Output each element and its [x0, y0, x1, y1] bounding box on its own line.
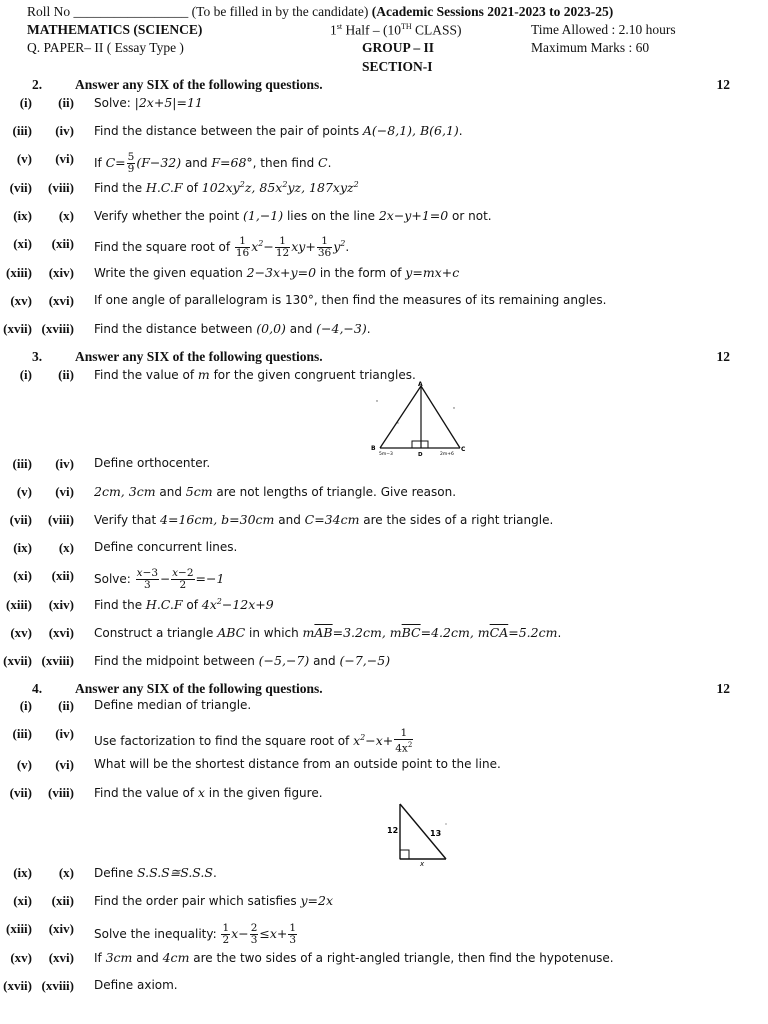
label-c: C: [461, 446, 466, 453]
item-text: Find the distance between the pair of points A(−8,1), B(6,1).: [94, 123, 463, 138]
item-label-b: (vi): [55, 484, 74, 499]
item-text: Find the midpoint between (−5,−7) and (−7,−5): [94, 653, 391, 668]
item-label-a: (xv): [10, 950, 32, 965]
item-label-b: (x): [58, 865, 74, 880]
item-label-b: (ii): [58, 367, 74, 382]
paper-type: Q. PAPER– II ( Essay Type ): [27, 40, 184, 55]
label-12: 12: [387, 826, 399, 835]
q4-item-9: [0, 978, 768, 998]
half-sup: st: [336, 22, 343, 31]
q2-item-7: [0, 265, 768, 285]
item-label-b: (xviii): [41, 321, 74, 336]
item-label-a: (v): [16, 757, 32, 772]
item-text: Find the H.C.F of $102xy^2z$, $85x^2yz$, 187xyz$^2$: [94, 180, 359, 196]
triangle-figure-1: [368, 378, 468, 458]
item-text: Verify whether the point (1,−1) lies on the line 2x−y+1=0 or not.: [94, 208, 492, 223]
sessions: (Academic Sessions 2021-2023 to 2023-25): [371, 4, 614, 19]
item-label-b: (xvi): [48, 950, 74, 965]
item-text: Solve the inequality: $\frac{1}{2}$ x− $\frac{2}{3}$ ≤x+ $\frac{1}{3}$: [94, 922, 297, 946]
q4-item-5: [0, 865, 768, 885]
item-text: What will be the shortest distance from an outside point to the line.: [94, 757, 501, 771]
item-text: Find the value of m for the given congruent triangles.: [94, 367, 416, 382]
time-allowed: Time Allowed : 2.10 hours: [531, 22, 676, 37]
item-label-b: (xviii): [41, 978, 74, 993]
item-label-b: (iv): [55, 726, 74, 741]
item-label-b: (xiv): [48, 597, 74, 612]
item-text: Find the value of x in the given figure.: [94, 785, 323, 800]
item-label-b: (xii): [51, 568, 74, 583]
item-text: Define concurrent lines.: [94, 540, 238, 554]
label-b: B: [371, 445, 376, 452]
half-mid: Half – (10: [342, 22, 401, 38]
item-label-a: (xv): [10, 625, 32, 640]
item-label-b: (viii): [48, 785, 74, 800]
half-post: CLASS): [411, 22, 462, 38]
item-label-b: (xiv): [48, 265, 74, 280]
half-class: [330, 22, 462, 39]
item-label-b: (x): [58, 208, 74, 223]
item-label-a: (xi): [13, 893, 32, 908]
right-angle-mark: [412, 441, 428, 448]
q2-item-4: [0, 180, 768, 200]
item-label-a: (iii): [12, 123, 32, 138]
item-label-a: (xv): [10, 293, 32, 308]
item-text: Solve: $\frac{x-3}{3}$ − $\frac{x-2}{2}$ =−1: [94, 567, 225, 591]
item-text: Define orthocenter.: [94, 456, 211, 470]
item-label-b: (viii): [48, 180, 74, 195]
q4-item-7: [0, 921, 768, 946]
q4-item-2: [0, 726, 768, 755]
item-text: Construct a triangle ABC in which $m\overline{AB}=3.2cm$, $m\overline{BC}=4.2cm$, $m\overline{CA}=5.2cm$.: [94, 625, 562, 640]
item-label-a: (iii): [12, 456, 32, 471]
question-instruction: Answer any SIX of the following questions.: [75, 77, 323, 92]
item-label-a: (i): [19, 95, 32, 110]
item-label-b: (xvi): [48, 625, 74, 640]
question-instruction: Answer any SIX of the following questions.: [75, 681, 323, 696]
item-text: Find the H.C.F of $4x^2-12x+9$: [94, 597, 274, 613]
item-label-b: (xviii): [41, 653, 74, 668]
item-label-a: (i): [19, 367, 32, 382]
item-label-a: (ix): [13, 208, 32, 223]
item-text: 2cm, 3cm and 5cm are not lengths of triangle. Give reason.: [94, 484, 457, 499]
q3-item-8: [0, 625, 768, 645]
item-text: Find the distance between (0,0) and (−4,−3).: [94, 321, 371, 336]
q4-item-6: [0, 893, 768, 913]
label-13: 13: [430, 829, 442, 838]
max-marks: Maximum Marks : 60: [531, 40, 650, 55]
q2-item-9: [0, 321, 768, 341]
item-label-a: (vii): [9, 785, 32, 800]
item-label-b: (viii): [48, 512, 74, 527]
item-label-b: (ii): [58, 698, 74, 713]
roll-no-label: Roll No: [27, 4, 71, 19]
group-label: GROUP – II: [362, 40, 435, 55]
item-text: Find the square root of $\frac{1}{16}$ $x^2-$ $\frac{1}{12}$ xy+ $\frac{1}{36}$ $y^2$.: [94, 235, 350, 259]
right-angle-mark: [400, 850, 409, 859]
item-label-a: (xvii): [3, 321, 32, 336]
question-4-header: [0, 681, 768, 699]
q3-item-4: [0, 512, 768, 532]
item-label-a: (ix): [13, 865, 32, 880]
item-text: Define median of triangle.: [94, 698, 252, 712]
item-label-a: (vii): [9, 512, 32, 527]
fill-note: (To be filled in by the candidate): [191, 4, 369, 19]
item-text: Use factorization to find the square root of $x^2-x+$ $\frac{1}{4x^2}$: [94, 727, 413, 755]
item-text: Write the given equation 2−3x+y=0 in the form of y=mx+c: [94, 265, 460, 280]
item-label-a: (xvii): [3, 978, 32, 993]
item-label-a: (xi): [13, 568, 32, 583]
question-instruction: Answer any SIX of the following questions.: [75, 349, 323, 364]
q3-item-2: [0, 456, 768, 476]
item-text: If 3cm and 4cm are the two sides of a right-angled triangle, then find the hypotenuse.: [94, 950, 614, 965]
half-sup2: TH: [400, 22, 412, 31]
q4-item-1: [0, 698, 768, 718]
item-label-a: (i): [19, 698, 32, 713]
q2-item-3: [0, 151, 768, 175]
question-marks: 12: [716, 681, 730, 696]
item-label-b: (xvi): [48, 293, 74, 308]
item-text: Solve: |2x+5|=11: [94, 95, 203, 110]
q2-item-2: [0, 123, 768, 143]
item-label-a: (xiii): [6, 597, 32, 612]
question-marks: 12: [716, 349, 730, 364]
item-label-a: (xiii): [6, 921, 32, 936]
roll-no-blank[interactable]: _________________: [73, 4, 189, 19]
label-x: x: [420, 860, 425, 868]
side-ac: [421, 386, 460, 448]
item-label-a: (xvii): [3, 653, 32, 668]
q3-item-7: [0, 597, 768, 617]
item-label-b: (xiv): [48, 921, 74, 936]
item-label-a: (xi): [13, 236, 32, 251]
q4-item-3: [0, 757, 768, 777]
item-text: If one angle of parallelogram is 130°, then find the measures of its remaining angles.: [94, 293, 607, 307]
item-text: Define axiom.: [94, 978, 178, 992]
section-title: SECTION-I: [362, 59, 433, 74]
item-label-b: (x): [58, 540, 74, 555]
question-3-header: [0, 349, 768, 367]
item-text: Find the order pair which satisfies y=2x: [94, 893, 333, 908]
question-2-header: [0, 77, 768, 95]
label-bd: 5m−3: [379, 452, 393, 457]
item-text: Verify that 4=16cm, b=30cm and C=34cm are the sides of a right triangle.: [94, 512, 554, 527]
question-marks: 12: [716, 77, 730, 92]
item-label-a: (v): [16, 151, 32, 166]
item-label-a: (ix): [13, 540, 32, 555]
question-number: 2.: [32, 77, 43, 92]
item-label-b: (iv): [55, 456, 74, 471]
q3-item-6: [0, 567, 768, 591]
q3-item-9: [0, 653, 768, 673]
subject-title: MATHEMATICS (SCIENCE): [27, 22, 203, 37]
q3-item-3: [0, 484, 768, 504]
question-number: 4.: [32, 681, 43, 696]
q4-item-8: [0, 950, 768, 970]
label-dc: 2m+6: [440, 452, 454, 457]
q2-item-1: [0, 95, 768, 115]
item-label-a: (v): [16, 484, 32, 499]
roll-no-line: [27, 4, 613, 20]
item-label-a: (vii): [9, 180, 32, 195]
label-d: D: [418, 452, 423, 458]
item-label-b: (vi): [55, 151, 74, 166]
item-label-b: (ii): [58, 95, 74, 110]
item-label-a: (iii): [12, 726, 32, 741]
item-text: Define S.S.S≅S.S.S.: [94, 865, 217, 880]
q2-item-8: [0, 293, 768, 313]
item-text: If C= $\frac{5}{9}$ (F−32) and F=68°, then find C.: [94, 151, 332, 175]
triangle-figure-2: [384, 800, 454, 870]
side-ab: [380, 386, 421, 448]
label-a: A: [418, 381, 423, 388]
item-label-a: (xiii): [6, 265, 32, 280]
item-label-b: (iv): [55, 123, 74, 138]
item-label-b: (xii): [51, 893, 74, 908]
question-number: 3.: [32, 349, 43, 364]
half-pre: 1: [330, 22, 337, 38]
q3-item-5: [0, 540, 768, 560]
q2-item-5: [0, 208, 768, 228]
q2-item-6: [0, 235, 768, 259]
item-label-b: (vi): [55, 757, 74, 772]
item-label-b: (xii): [51, 236, 74, 251]
